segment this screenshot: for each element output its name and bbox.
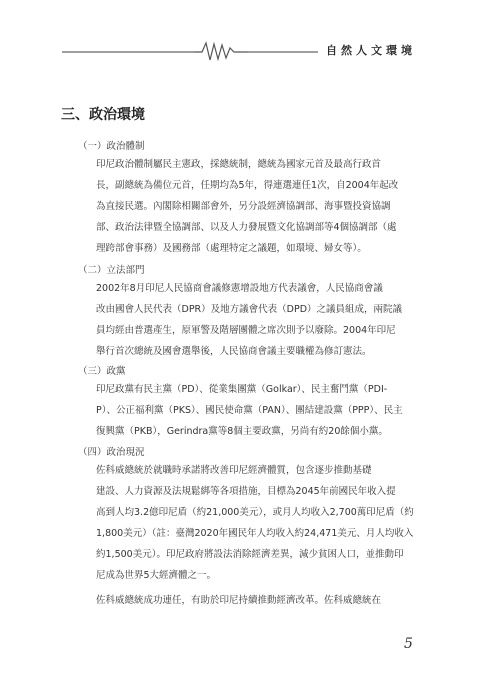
text-line: 建設、人力資源及法規鬆綁等各項措施，目標為2045年前國民年收入提 (96, 486, 396, 497)
text-line: 為直接民選。內閣除相關部會外，另分設經濟協調部、海事暨投資協調 (96, 201, 391, 212)
text-line: 印尼政治體制屬民主憲政，採總統制，總統為國家元首及最高行政首 (96, 159, 382, 170)
running-header (62, 40, 424, 62)
header-title: 自然人文環境 (318, 42, 424, 60)
subsection-heading-4: （四）政治現況 (78, 447, 145, 458)
text-line: 理跨部會事務）及國務部（處理特定之議題，如環境、婦女等）。 (96, 243, 367, 254)
text-line: 改由國會人民代表（DPR）及地方議會代表（DPD）之議員組成，兩院議 (96, 304, 403, 315)
section-title: 三、政治環境 (61, 107, 145, 123)
text-line: P）、公正福利黨（PKS）、國民使命黨（PAN）、團結建設黨（PPP）、民主 (96, 405, 403, 416)
subsection-heading-1: （一）政治體制 (78, 141, 145, 152)
paragraph-2 (96, 278, 416, 362)
paragraph-5 (96, 590, 416, 611)
text-line: 印尼政黨有民主黨（PD）、從業集團黨（Golkar）、民主奮鬥黨（PDI- (96, 384, 388, 395)
text-line: 尼成為世界5大經濟體之一。 (96, 570, 217, 581)
paragraph-4 (96, 460, 416, 586)
text-line: 約1,500美元）。印尼政府將設法消除經濟差異，減少貧困人口，並推動印 (96, 549, 404, 560)
subsection-heading-3: （三）政黨 (78, 366, 126, 377)
text-line: 長，副總統為備位元首，任期均為5年，得連選連任1次，自2004年起改 (96, 180, 399, 191)
text-line: 復興黨（PKB），Gerindra黨等8個主要政黨，另尚有約20餘個小黨。 (96, 426, 388, 437)
text-line: 高到人均3.2億印尼盾（約21,000美元），或月人均收入2,700萬印尼盾（約 (96, 507, 414, 518)
page-number: 5 (404, 636, 413, 652)
paragraph-1 (96, 154, 416, 259)
text-line: 舉行首次總統及國會選舉後，人民協商會議主要職權為修訂憲法。 (96, 346, 372, 357)
text-line: 佐科威總統成功連任，有助於印尼持續推動經濟改革。佐科威總統在 (96, 595, 382, 606)
text-line: 2002年8月印尼人民協商會議修憲增設地方代表議會，人民協商會議 (96, 283, 383, 294)
text-line: 部、政治法律暨全協調部、以及人力發展暨文化協調部等4個協調部（處 (96, 222, 397, 233)
subsection-heading-2: （二）立法部門 (78, 265, 145, 276)
text-line: 員均經由普選產生，原軍警及階層團體之席次則予以廢除。2004年印尼 (96, 325, 396, 336)
text-line: 佐科威總統於就職時承諾將改善印尼經濟體質，包含逐步推動基礎 (96, 465, 372, 476)
paragraph-3 (96, 379, 416, 442)
text-line: 1,800美元）（註：臺灣2020年國民年人均收入約24,471美元、月人均收入 (96, 528, 414, 539)
